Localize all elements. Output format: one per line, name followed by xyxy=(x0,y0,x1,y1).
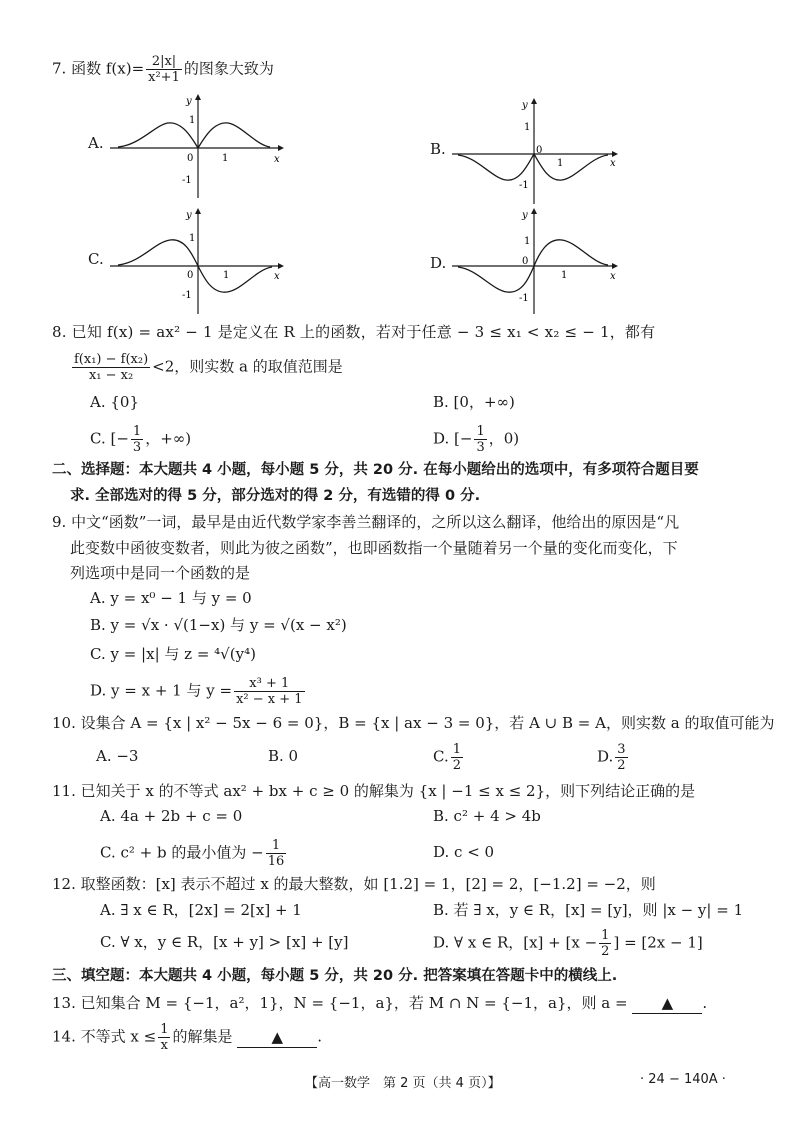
x-arrow-icon xyxy=(612,263,618,269)
q10-option-b[interactable]: B. 0 xyxy=(268,747,299,765)
q7-graph-d[interactable] xyxy=(452,206,627,316)
q8-line1: 8. 已知 f(x) = ax² − 1 是定义在 R 上的函数，若对于任意 − 3 ≤ x₁ < x₂ ≤ − 1，都有 xyxy=(52,323,656,341)
tick-1-x: 1 xyxy=(222,153,229,164)
y-arrow-icon xyxy=(531,208,537,214)
svg-text:y: y xyxy=(186,210,192,221)
q7-graph-a[interactable] xyxy=(110,90,290,200)
section3-heading: 三、填空题：本大题共 4 小题，每小题 5 分，共 20 分. 把答案填在答题卡中的横线上. xyxy=(52,968,618,984)
q7-option-c-label[interactable]: C. xyxy=(88,250,104,268)
q11-option-c[interactable]: C. c² + b 的最小值为 − $\frac{1}{16}$ xyxy=(100,838,285,869)
svg-text:-1: -1 xyxy=(182,290,192,301)
q10-option-a[interactable]: A. −3 xyxy=(96,747,139,765)
q13-stem: 13. 已知集合 M = {−1，a²，1}，N = {−1，a}，若 M ∩ N = {−1，a}，则 a = ▲ . xyxy=(52,994,708,1012)
svg-text:x: x xyxy=(274,271,280,282)
q9-line2: 此变数中函彼变数者，则此为彼之函数”，也即函数指一个量随着另一个量的变化而变化，下 xyxy=(70,539,678,557)
svg-text:1: 1 xyxy=(223,270,230,281)
q13-answer-blank[interactable]: ▲ xyxy=(632,993,702,1014)
q7-fraction xyxy=(146,54,182,85)
curve xyxy=(458,154,608,180)
svg-text:y: y xyxy=(522,100,528,111)
svg-text:y: y xyxy=(522,210,528,221)
svg-text:1: 1 xyxy=(524,236,531,247)
q8-fraction: $\frac{\text{f(x₁) − f(x₂)}}{\text{x₁ − x₂}}$ xyxy=(74,352,149,383)
q8-option-a[interactable]: A. {0} xyxy=(90,393,139,411)
q7-frac-den: x²+1 xyxy=(148,70,180,85)
y-arrow-icon xyxy=(195,94,201,100)
q10-option-c[interactable]: C. $\frac{1}{2}$ xyxy=(433,742,461,773)
q7-option-d-label[interactable]: D. xyxy=(430,254,447,272)
q9-line3: 列选项中是同一个函数的是 xyxy=(70,564,251,582)
q10-stem: 10. 设集合 A = {x | x² − 5x − 6 = 0}，B = {x | ax − 3 = 0}，若 A ∪ B = A，则实数 a 的取值可能为 xyxy=(52,714,775,732)
svg-text:0: 0 xyxy=(522,256,529,267)
svg-text:x: x xyxy=(610,271,616,282)
q7-frac-num: 2|x| xyxy=(146,54,182,70)
origin-label: 0 xyxy=(187,153,194,164)
q12-option-a[interactable]: A. ∃ x ∈ R，[2x] = 2[x] + 1 xyxy=(100,901,302,919)
q14-answer-blank[interactable]: ▲ xyxy=(237,1027,317,1048)
q7-stem xyxy=(52,54,274,85)
svg-text:1: 1 xyxy=(557,158,564,169)
svg-text:x: x xyxy=(610,158,616,169)
q12-option-b[interactable]: B. 若 ∃ x，y ∈ R，[x] = [y]，则 |x − y| = 1 xyxy=(433,901,744,919)
svg-text:-1: -1 xyxy=(519,180,529,191)
q8-option-b[interactable]: B. [0，+∞) xyxy=(433,393,515,411)
q12-stem: 12. 取整函数：[x] 表示不超过 x 的最大整数，如 [1.2] = 1，[2] = 2，[−1.2] = −2，则 xyxy=(52,875,656,893)
footer-page-info: 【高一数学 第 2 页（共 4 页）】 xyxy=(305,1076,501,1091)
q12-option-d[interactable]: D. ∀ x ∈ R，[x] + [x − $\frac{1}{2}$ ] = [2x − 1] xyxy=(433,928,703,959)
q7-option-a-label[interactable]: A. xyxy=(88,134,104,152)
curve xyxy=(118,123,270,148)
q7-option-b-label[interactable]: B. xyxy=(430,140,446,158)
q9-line1: 9. 中文“函数”一词，最早是由近代数学家李善兰翻译的，之所以这么翻译，他给出的原因是“凡 xyxy=(52,513,680,531)
q10-option-d[interactable]: D. $\frac{3}{2}$ xyxy=(597,742,626,773)
q9-option-b[interactable]: B. y = √x · √(1−x) 与 y = √(x − x²) xyxy=(90,616,347,634)
svg-text:-1: -1 xyxy=(519,293,529,304)
svg-text:1: 1 xyxy=(561,270,568,281)
q9-option-d[interactable]: D. y = x + 1 与 y = $\frac{\text{x³ + 1}}{\text{x² − x + 1}}$ xyxy=(90,676,303,707)
svg-text:1: 1 xyxy=(524,122,531,133)
svg-text:0: 0 xyxy=(536,145,543,156)
q9-option-c[interactable]: C. y = |x| 与 z = ⁴√(y⁴) xyxy=(90,645,256,663)
x-arrow-icon xyxy=(612,151,618,157)
y-arrow-icon xyxy=(195,208,201,214)
footer-code: · 24 − 140A · xyxy=(640,1072,726,1087)
q12-option-c[interactable]: C. ∀ x，y ∈ R，[x + y] > [x] + [y] xyxy=(100,933,349,951)
svg-text:0: 0 xyxy=(187,270,194,281)
section2-instructions: 求. 全部选对的得 5 分，部分选对的得 2 分，有选错的得 0 分. xyxy=(70,488,481,504)
svg-text:1: 1 xyxy=(189,233,196,244)
y-arrow-icon xyxy=(531,98,537,104)
q11-stem: 11. 已知关于 x 的不等式 ax² + bx + c ≥ 0 的解集为 {x | −1 ≤ x ≤ 2}，则下列结论正确的是 xyxy=(52,782,696,800)
q8-option-d[interactable]: D. [− $\frac{1}{3}$ ，0) xyxy=(433,424,520,455)
q11-option-b[interactable]: B. c² + 4 > 4b xyxy=(433,807,541,825)
tick-neg1-y: -1 xyxy=(182,175,192,186)
x-arrow-icon xyxy=(278,145,284,151)
y-label: y xyxy=(186,96,192,107)
tick-1-y: 1 xyxy=(189,115,196,126)
section2-heading: 二、选择题：本大题共 4 小题，每小题 5 分，共 20 分. 在每小题给出的选项中，有多项符合题目要 xyxy=(52,462,699,478)
q8-line2: $\frac{\text{f(x₁) − f(x₂)}}{\text{x₁ − x₂}}$ <2，则实数 a 的取值范围是 xyxy=(74,352,343,383)
q7-graph-c[interactable] xyxy=(110,206,290,316)
q7-suffix: 的图象大致为 xyxy=(183,59,274,78)
q7-graph-b[interactable] xyxy=(452,96,627,206)
q8-option-c[interactable]: C. [− $\frac{1}{3}$ ，+∞) xyxy=(90,424,192,455)
x-label: x xyxy=(274,154,280,165)
q9-option-a[interactable]: A. y = x⁰ − 1 与 y = 0 xyxy=(90,589,252,607)
q11-option-d[interactable]: D. c < 0 xyxy=(433,843,495,861)
x-arrow-icon xyxy=(278,263,284,269)
q7-prefix: 7. 函数 f(x)= xyxy=(52,59,145,78)
q11-option-a[interactable]: A. 4a + 2b + c = 0 xyxy=(100,807,243,825)
q14-stem: 14. 不等式 x ≤ $\frac{1}{x}$ 的解集是 ▲ . xyxy=(52,1022,323,1053)
